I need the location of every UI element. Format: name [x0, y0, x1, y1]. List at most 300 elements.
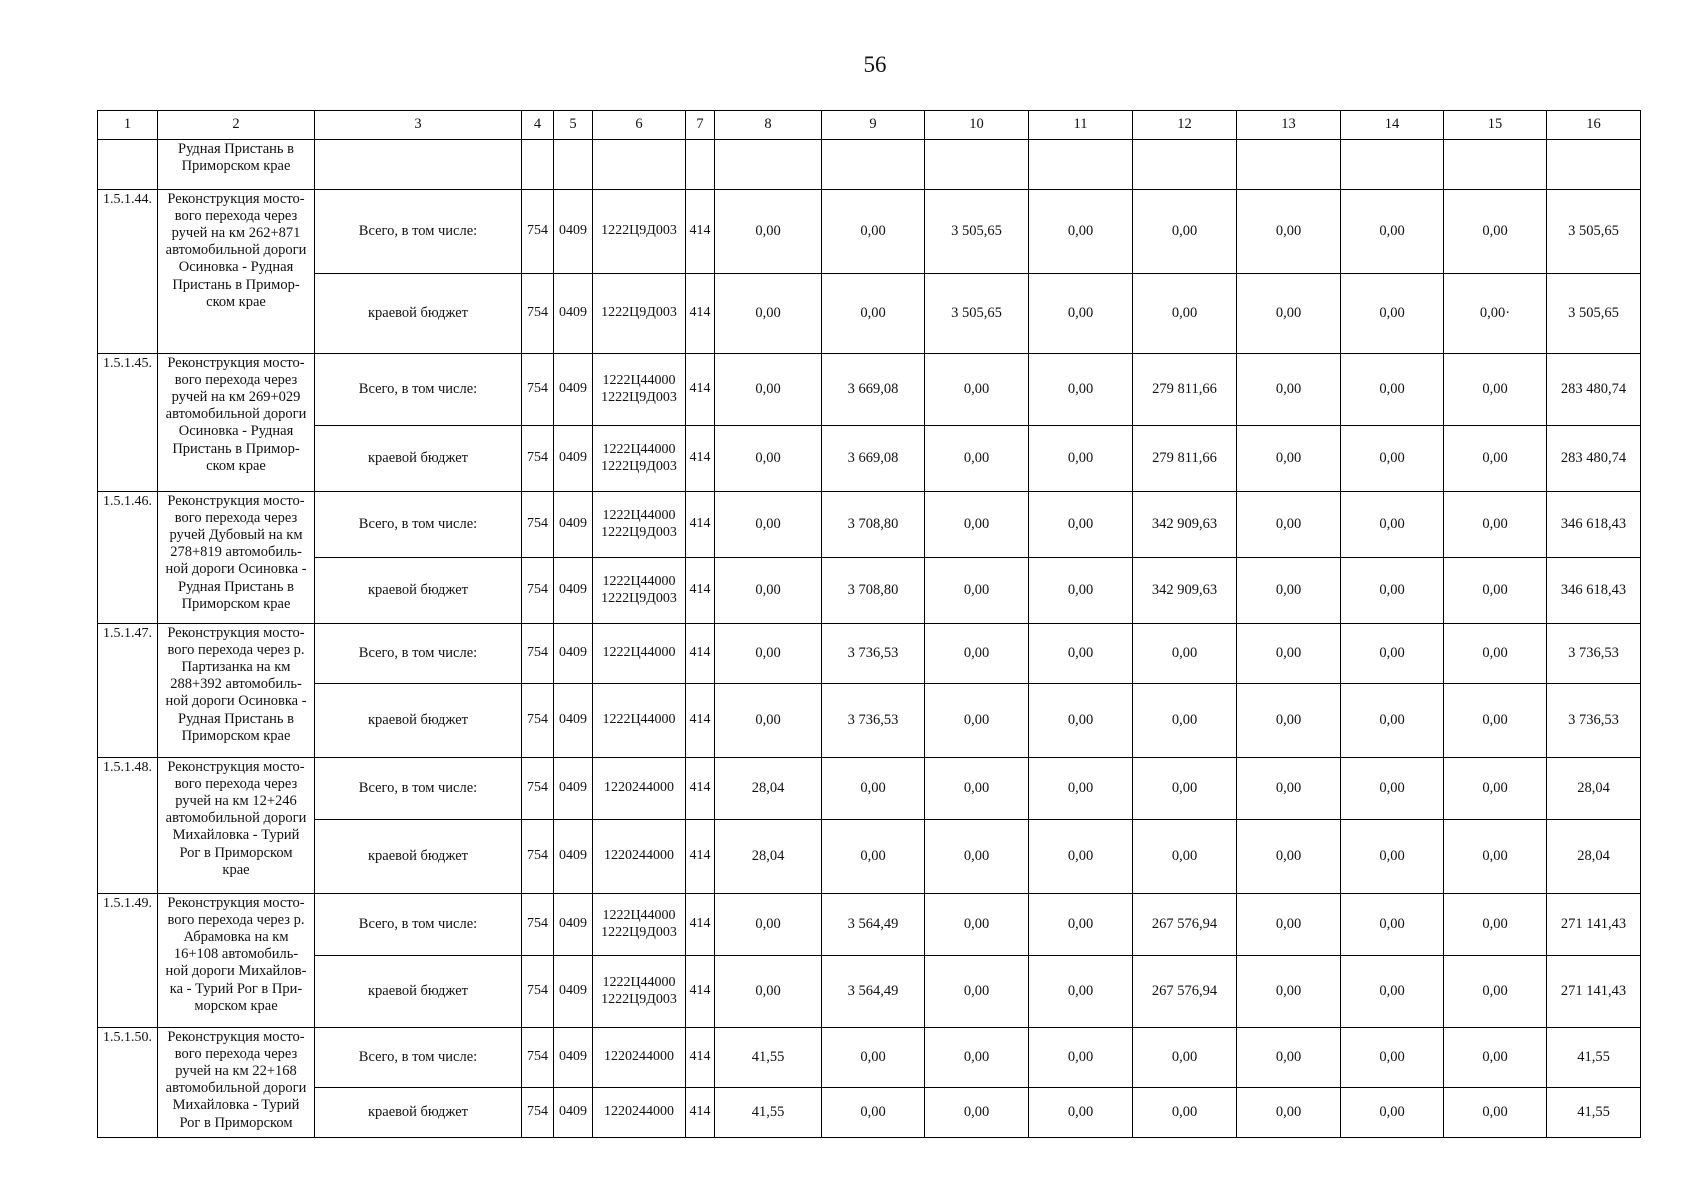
amount-col-9: 3 708,80 [822, 492, 925, 558]
code-line: 1220244000 [604, 780, 674, 796]
amount-col-14: 0,00 [1341, 684, 1444, 758]
amount-col-10: 0,00 [925, 558, 1029, 624]
amount-col-8: 0,00 [715, 190, 822, 274]
table-row [98, 758, 1641, 820]
amount-col-14: 0,00 [1341, 894, 1444, 956]
name-line: Реконструкция мосто- [167, 191, 305, 207]
code-line: 1222Ц9Д003 [601, 223, 677, 239]
code-line: 1222Ц44000 [602, 372, 676, 388]
admin-code: 754 [522, 956, 554, 1028]
target-article-code [593, 1028, 686, 1088]
column-header: 9 [822, 111, 925, 140]
name-line: вого перехода через р. [167, 912, 305, 929]
amount-col-13: 0,00 [1237, 1028, 1341, 1088]
expense-type-code: 414 [686, 894, 715, 956]
amount-col-16: 41,55 [1547, 1088, 1641, 1138]
funding-source: краевой бюджет [315, 684, 522, 758]
column-header: 14 [1341, 111, 1444, 140]
column-header: 6 [593, 111, 686, 140]
amount-col-15: 0,00 [1444, 820, 1547, 894]
amount-col-8: 28,04 [715, 820, 822, 894]
expense-type-code: 414 [686, 1028, 715, 1088]
funding-source: краевой бюджет [315, 820, 522, 894]
amount-col-16: 41,55 [1547, 1028, 1641, 1088]
table-row [98, 894, 1641, 956]
code-line: 1222Ц9Д003 [601, 524, 677, 540]
amount-col-10: 0,00 [925, 624, 1029, 684]
column-header: 11 [1029, 111, 1133, 140]
empty-cell [925, 140, 1029, 190]
table-row [98, 1088, 1641, 1138]
name-line: Реконструкция мосто- [167, 895, 305, 911]
amount-col-13: 0,00 [1237, 274, 1341, 354]
amount-col-8: 41,55 [715, 1028, 822, 1088]
admin-code: 754 [522, 894, 554, 956]
amount-col-9: 3 669,08 [822, 354, 925, 426]
table-row [98, 820, 1641, 894]
table-row [98, 684, 1641, 758]
code-line: 1222Ц44000 [602, 974, 676, 990]
amount-col-11: 0,00 [1029, 426, 1133, 492]
name-line: Реконструкция мосто- [167, 355, 305, 371]
empty-cell [1029, 140, 1133, 190]
amount-col-11: 0,00 [1029, 820, 1133, 894]
column-header: 4 [522, 111, 554, 140]
name-line: Пристань в Примор- [172, 440, 300, 457]
name-line: морском крае [194, 997, 278, 1014]
empty-cell [715, 140, 822, 190]
admin-code: 754 [522, 820, 554, 894]
amount-col-13: 0,00 [1237, 758, 1341, 820]
name-line: ручей на км 262+871 [171, 225, 301, 242]
amount-col-9: 3 736,53 [822, 684, 925, 758]
code-line: 1220244000 [604, 848, 674, 864]
name-line: Михайловка - Турий [172, 1097, 300, 1114]
table-row [98, 274, 1641, 354]
amount-col-10: 0,00 [925, 684, 1029, 758]
expense-type-code: 414 [686, 354, 715, 426]
name-line: ной дороги Осиновка - [165, 693, 307, 710]
section-code: 0409 [554, 956, 593, 1028]
name-line: автомобильной дороги [165, 810, 307, 827]
name-line: Рудная Пристань в [178, 710, 294, 727]
item-name [158, 894, 315, 1028]
amount-col-14: 0,00 [1341, 624, 1444, 684]
column-header: 8 [715, 111, 822, 140]
section-code: 0409 [554, 624, 593, 684]
name-line: ручей на км 12+246 [175, 793, 297, 810]
table-row [98, 624, 1641, 684]
table-row [98, 956, 1641, 1028]
column-header: 7 [686, 111, 715, 140]
expense-type-code: 414 [686, 190, 715, 274]
table-row [98, 426, 1641, 492]
amount-col-16: 283 480,74 [1547, 354, 1641, 426]
amount-col-8: 0,00 [715, 558, 822, 624]
amount-col-12: 0,00 [1133, 758, 1237, 820]
amount-col-11: 0,00 [1029, 190, 1133, 274]
amount-col-12: 0,00 [1133, 274, 1237, 354]
column-header: 3 [315, 111, 522, 140]
name-line: вого перехода через [174, 510, 298, 527]
expense-type-code: 414 [686, 684, 715, 758]
column-header: 10 [925, 111, 1029, 140]
amount-col-11: 0,00 [1029, 274, 1133, 354]
amount-col-13: 0,00 [1237, 558, 1341, 624]
funding-source: Всего, в том числе: [315, 624, 522, 684]
table-row [98, 190, 1641, 274]
target-article-code [593, 558, 686, 624]
amount-col-14: 0,00 [1341, 190, 1444, 274]
name-line: ручей Дубовый на км [169, 527, 303, 544]
funding-source: краевой бюджет [315, 274, 522, 354]
item-name [158, 758, 315, 894]
item-number: 1.5.1.48. [98, 758, 158, 894]
amount-col-10: 0,00 [925, 492, 1029, 558]
amount-col-13: 0,00 [1237, 354, 1341, 426]
item-name [158, 1028, 315, 1138]
code-line: 1220244000 [604, 1049, 674, 1065]
amount-col-12: 279 811,66 [1133, 426, 1237, 492]
amount-col-11: 0,00 [1029, 492, 1133, 558]
amount-col-9: 0,00 [822, 758, 925, 820]
name-line: Реконструкция мосто- [167, 1029, 305, 1045]
amount-col-14: 0,00 [1341, 956, 1444, 1028]
empty-cell [593, 140, 686, 190]
funding-table [97, 110, 1641, 1138]
table-row [98, 492, 1641, 558]
column-header: 13 [1237, 111, 1341, 140]
expense-type-code: 414 [686, 1088, 715, 1138]
name-line: вого перехода через р. [167, 642, 305, 659]
funding-source: Всего, в том числе: [315, 894, 522, 956]
name-line: ной дороги Михайлов- [165, 963, 307, 980]
section-code: 0409 [554, 684, 593, 758]
expense-type-code: 414 [686, 274, 715, 354]
section-code: 0409 [554, 274, 593, 354]
code-line: 1222Ц9Д003 [601, 389, 677, 405]
amount-col-14: 0,00 [1341, 492, 1444, 558]
target-article-code [593, 820, 686, 894]
name-line: автомобильной дороги [165, 242, 307, 259]
amount-col-9: 3 564,49 [822, 894, 925, 956]
amount-col-14: 0,00 [1341, 354, 1444, 426]
empty-cell [1237, 140, 1341, 190]
amount-col-16: 3 505,65 [1547, 190, 1641, 274]
amount-col-10: 0,00 [925, 426, 1029, 492]
amount-col-8: 0,00 [715, 492, 822, 558]
code-line: 1222Ц9Д003 [601, 924, 677, 940]
name-line: автомобильной дороги [165, 1080, 307, 1097]
funding-source: краевой бюджет [315, 558, 522, 624]
amount-col-16: 3 736,53 [1547, 684, 1641, 758]
expense-type-code: 414 [686, 558, 715, 624]
name-line: ной дороги Осиновка - [165, 561, 307, 578]
target-article-code [593, 956, 686, 1028]
amount-col-14: 0,00 [1341, 558, 1444, 624]
amount-col-8: 0,00 [715, 354, 822, 426]
funding-source: краевой бюджет [315, 956, 522, 1028]
name-line: Приморском крае [181, 727, 291, 744]
amount-col-9: 3 736,53 [822, 624, 925, 684]
item-number: 1.5.1.49. [98, 894, 158, 1028]
amount-col-11: 0,00 [1029, 758, 1133, 820]
name-line: вого перехода через [174, 1046, 298, 1063]
table-body [98, 111, 1641, 1138]
amount-col-10: 0,00 [925, 1088, 1029, 1138]
amount-col-9: 0,00 [822, 274, 925, 354]
target-article-code [593, 426, 686, 492]
admin-code: 754 [522, 758, 554, 820]
amount-col-15: 0,00 [1444, 190, 1547, 274]
section-code: 0409 [554, 820, 593, 894]
empty-cell [1133, 140, 1237, 190]
table-row [98, 558, 1641, 624]
funding-source: краевой бюджет [315, 1088, 522, 1138]
amount-col-10: 0,00 [925, 894, 1029, 956]
amount-col-9: 0,00 [822, 1028, 925, 1088]
amount-col-12: 0,00 [1133, 1028, 1237, 1088]
target-article-code [593, 684, 686, 758]
amount-col-10: 0,00 [925, 758, 1029, 820]
amount-col-14: 0,00 [1341, 274, 1444, 354]
admin-code: 754 [522, 624, 554, 684]
target-article-code [593, 624, 686, 684]
amount-col-11: 0,00 [1029, 894, 1133, 956]
name-line: Пристань в Примор- [172, 276, 300, 293]
name-line: ручей на км 22+168 [175, 1063, 297, 1080]
amount-col-10: 3 505,65 [925, 190, 1029, 274]
section-code: 0409 [554, 894, 593, 956]
amount-col-8: 0,00 [715, 956, 822, 1028]
amount-col-10: 0,00 [925, 354, 1029, 426]
amount-col-12: 0,00 [1133, 1088, 1237, 1138]
name-line: 16+108 автомобиль- [173, 946, 299, 963]
amount-col-15: 0,00 [1444, 956, 1547, 1028]
funding-source: Всего, в том числе: [315, 758, 522, 820]
amount-col-13: 0,00 [1237, 492, 1341, 558]
section-code: 0409 [554, 190, 593, 274]
amount-col-15: 0,00 [1444, 354, 1547, 426]
column-header: 15 [1444, 111, 1547, 140]
name-line: вого перехода через [174, 372, 298, 389]
code-line: 1222Ц9Д003 [601, 458, 677, 474]
amount-col-8: 41,55 [715, 1088, 822, 1138]
amount-col-13: 0,00 [1237, 894, 1341, 956]
amount-col-9: 3 669,08 [822, 426, 925, 492]
target-article-code [593, 894, 686, 956]
item-name [158, 624, 315, 758]
expense-type-code: 414 [686, 624, 715, 684]
amount-col-12: 342 909,63 [1133, 492, 1237, 558]
amount-col-15: 0,00 [1444, 758, 1547, 820]
amount-col-13: 0,00 [1237, 624, 1341, 684]
name-line: Реконструкция мосто- [167, 759, 305, 775]
funding-source: Всего, в том числе: [315, 354, 522, 426]
code-line: 1222Ц44000 [602, 645, 676, 661]
target-article-code [593, 190, 686, 274]
amount-col-16: 3 736,53 [1547, 624, 1641, 684]
admin-code: 754 [522, 684, 554, 758]
amount-col-11: 0,00 [1029, 1028, 1133, 1088]
empty-cell [98, 140, 158, 190]
name-line: вого перехода через [174, 776, 298, 793]
column-header: 12 [1133, 111, 1237, 140]
code-line: 1222Ц9Д003 [601, 305, 677, 321]
empty-cell [1547, 140, 1641, 190]
name-line: Михайловка - Турий [172, 827, 300, 844]
funding-source: Всего, в том числе: [315, 1028, 522, 1088]
page-number: 56 [863, 52, 887, 77]
item-name [158, 492, 315, 624]
code-line: 1222Ц9Д003 [601, 590, 677, 606]
item-number: 1.5.1.44. [98, 190, 158, 354]
name-line: Приморском крае [181, 595, 291, 612]
code-line: 1222Ц9Д003 [601, 991, 677, 1007]
amount-col-8: 0,00 [715, 274, 822, 354]
admin-code: 754 [522, 426, 554, 492]
amount-col-8: 0,00 [715, 426, 822, 492]
amount-col-16: 3 505,65 [1547, 274, 1641, 354]
empty-cell [315, 140, 522, 190]
amount-col-11: 0,00 [1029, 1088, 1133, 1138]
amount-col-12: 0,00 [1133, 684, 1237, 758]
amount-col-9: 3 564,49 [822, 956, 925, 1028]
amount-col-13: 0,00 [1237, 820, 1341, 894]
name-line: Осиновка - Рудная [178, 259, 294, 276]
continuation-row [98, 140, 1641, 190]
item-name [158, 190, 315, 354]
admin-code: 754 [522, 558, 554, 624]
amount-col-9: 0,00 [822, 1088, 925, 1138]
admin-code: 754 [522, 354, 554, 426]
amount-col-8: 0,00 [715, 624, 822, 684]
section-code: 0409 [554, 1028, 593, 1088]
amount-col-11: 0,00 [1029, 624, 1133, 684]
amount-col-13: 0,00 [1237, 426, 1341, 492]
amount-col-13: 0,00 [1237, 956, 1341, 1028]
amount-col-14: 0,00 [1341, 758, 1444, 820]
header-row [98, 111, 1641, 140]
amount-col-12: 267 576,94 [1133, 956, 1237, 1028]
amount-col-13: 0,00 [1237, 1088, 1341, 1138]
amount-col-14: 0,00 [1341, 820, 1444, 894]
amount-col-9: 0,00 [822, 190, 925, 274]
section-code: 0409 [554, 1088, 593, 1138]
amount-col-14: 0,00 [1341, 426, 1444, 492]
section-code: 0409 [554, 492, 593, 558]
expense-type-code: 414 [686, 758, 715, 820]
expense-type-code: 414 [686, 956, 715, 1028]
amount-col-16: 283 480,74 [1547, 426, 1641, 492]
target-article-code [593, 274, 686, 354]
amount-col-10: 0,00 [925, 820, 1029, 894]
funding-source: Всего, в том числе: [315, 492, 522, 558]
item-number: 1.5.1.50. [98, 1028, 158, 1138]
amount-col-8: 28,04 [715, 758, 822, 820]
code-line: 1220244000 [604, 1104, 674, 1120]
name-line: Рог в Приморском [179, 844, 293, 861]
amount-col-9: 3 708,80 [822, 558, 925, 624]
code-line: 1222Ц44000 [602, 441, 676, 457]
name-line: крае [222, 861, 250, 878]
target-article-code [593, 492, 686, 558]
amount-col-11: 0,00 [1029, 558, 1133, 624]
amount-col-9: 0,00 [822, 820, 925, 894]
section-code: 0409 [554, 354, 593, 426]
admin-code: 754 [522, 492, 554, 558]
amount-col-15: 0,00· [1444, 274, 1547, 354]
target-article-code [593, 354, 686, 426]
name-line: 278+819 автомобиль- [170, 544, 302, 561]
name-line: Партизанка на км [181, 659, 291, 676]
amount-col-12: 0,00 [1133, 624, 1237, 684]
amount-col-15: 0,00 [1444, 1028, 1547, 1088]
name-line: Абрамовка на км [183, 929, 289, 946]
code-line: 1222Ц44000 [602, 507, 676, 523]
amount-col-12: 0,00 [1133, 190, 1237, 274]
table-row [98, 1028, 1641, 1088]
funding-source: Всего, в том числе: [315, 190, 522, 274]
amount-col-10: 0,00 [925, 956, 1029, 1028]
amount-col-16: 271 141,43 [1547, 956, 1641, 1028]
item-number: 1.5.1.46. [98, 492, 158, 624]
name-line: Рудная Пристань в [178, 141, 294, 157]
name-line: Рудная Пристань в [178, 578, 294, 595]
empty-cell [822, 140, 925, 190]
name-line: Реконструкция мосто- [167, 493, 305, 509]
amount-col-15: 0,00 [1444, 1088, 1547, 1138]
expense-type-code: 414 [686, 820, 715, 894]
amount-col-15: 0,00 [1444, 558, 1547, 624]
target-article-code [593, 1088, 686, 1138]
code-line: 1222Ц44000 [602, 907, 676, 923]
amount-col-11: 0,00 [1029, 684, 1133, 758]
admin-code: 754 [522, 274, 554, 354]
section-code: 0409 [554, 426, 593, 492]
empty-cell [686, 140, 715, 190]
amount-col-16: 271 141,43 [1547, 894, 1641, 956]
name-line: ручей на км 269+029 [171, 389, 301, 406]
name-line: 288+392 автомобиль- [170, 676, 302, 693]
name-line: Рог в Приморском [179, 1114, 293, 1131]
empty-cell [554, 140, 593, 190]
table-row [98, 354, 1641, 426]
amount-col-15: 0,00 [1444, 894, 1547, 956]
amount-col-13: 0,00 [1237, 190, 1341, 274]
amount-col-16: 28,04 [1547, 758, 1641, 820]
column-header: 5 [554, 111, 593, 140]
amount-col-15: 0,00 [1444, 624, 1547, 684]
section-code: 0409 [554, 558, 593, 624]
code-line: 1222Ц44000 [602, 712, 676, 728]
empty-cell [522, 140, 554, 190]
target-article-code [593, 758, 686, 820]
amount-col-11: 0,00 [1029, 956, 1133, 1028]
column-header: 16 [1547, 111, 1641, 140]
item-name [158, 354, 315, 492]
amount-col-12: 267 576,94 [1133, 894, 1237, 956]
amount-col-8: 0,00 [715, 684, 822, 758]
empty-cell [1444, 140, 1547, 190]
amount-col-11: 0,00 [1029, 354, 1133, 426]
amount-col-15: 0,00 [1444, 426, 1547, 492]
name-line: ском крае [206, 293, 266, 310]
item-number: 1.5.1.47. [98, 624, 158, 758]
name-line: Реконструкция мосто- [167, 625, 305, 641]
admin-code: 754 [522, 1088, 554, 1138]
amount-col-15: 0,00 [1444, 684, 1547, 758]
